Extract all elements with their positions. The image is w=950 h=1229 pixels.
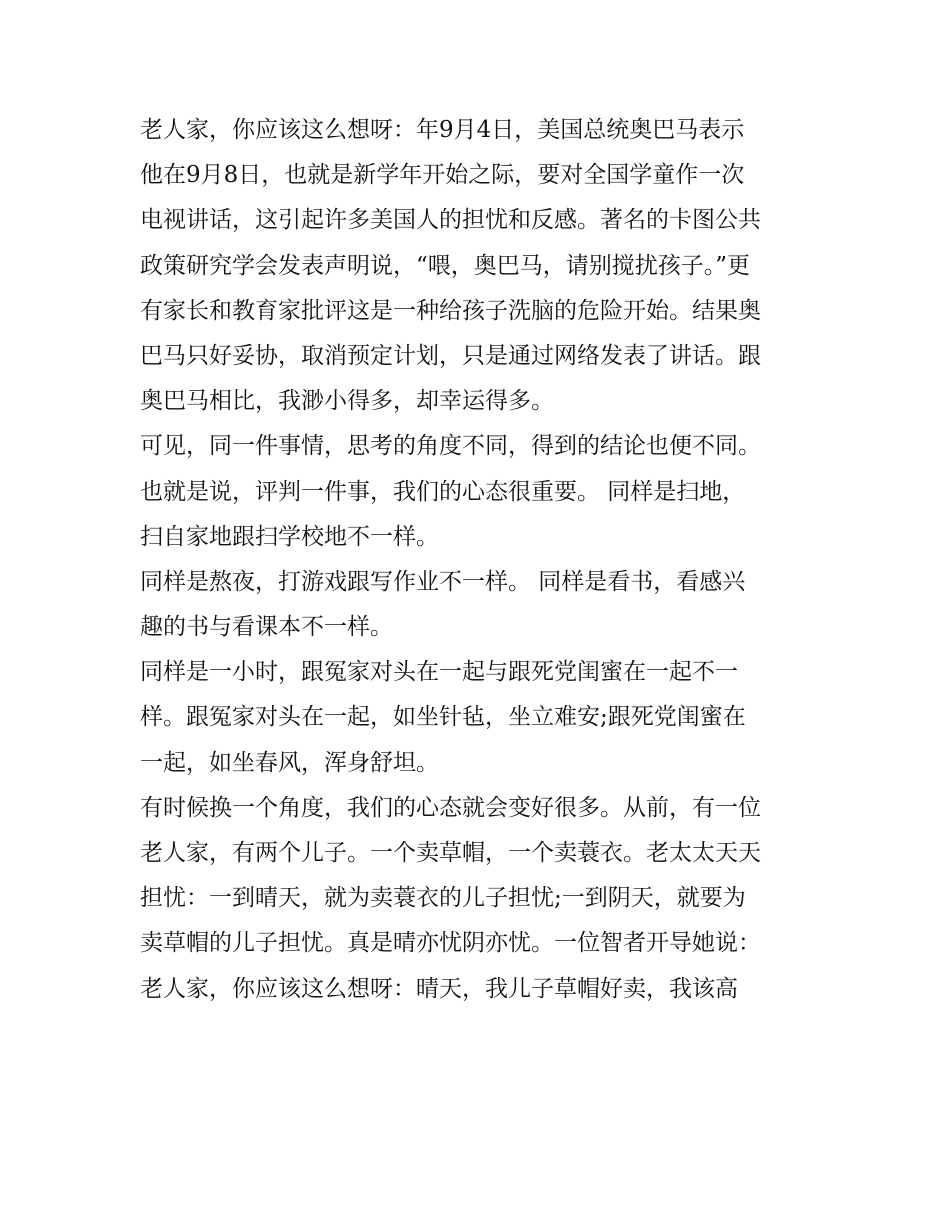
text-line: 有家长和教育家批评这是一种给孩子洗脑的危险开始。结果奥 [140,297,761,324]
text-line: 有时候换一个角度，我们的心态就会变好很多。从前，有一位 [140,794,761,821]
text-line: 电视讲话，这引起许多美国人的担忧和反感。著名的卡图公共 [140,207,761,234]
text-line: 扫自家地跟扫学校地不一样。 [140,523,439,550]
text-line: 样。跟冤家对头在一起，如坐针毡，坐立难安;跟死党闺蜜在 [140,704,746,731]
text-line: 奥巴马相比，我渺小得多，却幸运得多。 [140,388,554,415]
text-line: 可见，同一件事情，思考的角度不同，得到的结论也便不同。 [140,433,761,460]
text-line: 同样是熬夜，打游戏跟写作业不一样。 同样是看书，看感兴 [140,568,746,595]
text-line: 老人家，有两个儿子。一个卖草帽，一个卖蓑衣。老太太天天 [140,840,761,866]
body-text [140,108,820,1012]
text-line: 老人家，你应该这么想呀：晴天，我儿子草帽好卖，我该高 [140,975,738,1002]
text-line: 也就是说，评判一件事，我们的心态很重要。 同样是扫地， [140,478,746,505]
text-line: 担忧：一到晴天，就为卖蓑衣的儿子担忧;一到阴天，就要为 [140,885,746,912]
text-line: 卖草帽的儿子担忧。真是晴亦忧阴亦忧。一位智者开导她说： [140,930,761,957]
text-line: 趣的书与看课本不一样。 [140,614,393,641]
text-line: 巴马只好妥协，取消预定计划，只是通过网络发表了讲话。跟 [140,342,761,369]
text-line: 政策研究学会发表声明说，“喂，奥巴马，请别搅扰孩子。”更 [140,252,751,279]
text-line: 一起，如坐春风，浑身舒坦。 [140,749,439,776]
text-line: 他在9月8日，也就是新学年开始之际，要对全国学童作一次 [140,162,745,189]
text-line: 老人家，你应该这么想呀：年9月4日，美国总统奥巴马表示 [140,117,745,143]
text-line: 同样是一小时，跟冤家对头在一起与跟死党闺蜜在一起不一 [140,659,738,686]
